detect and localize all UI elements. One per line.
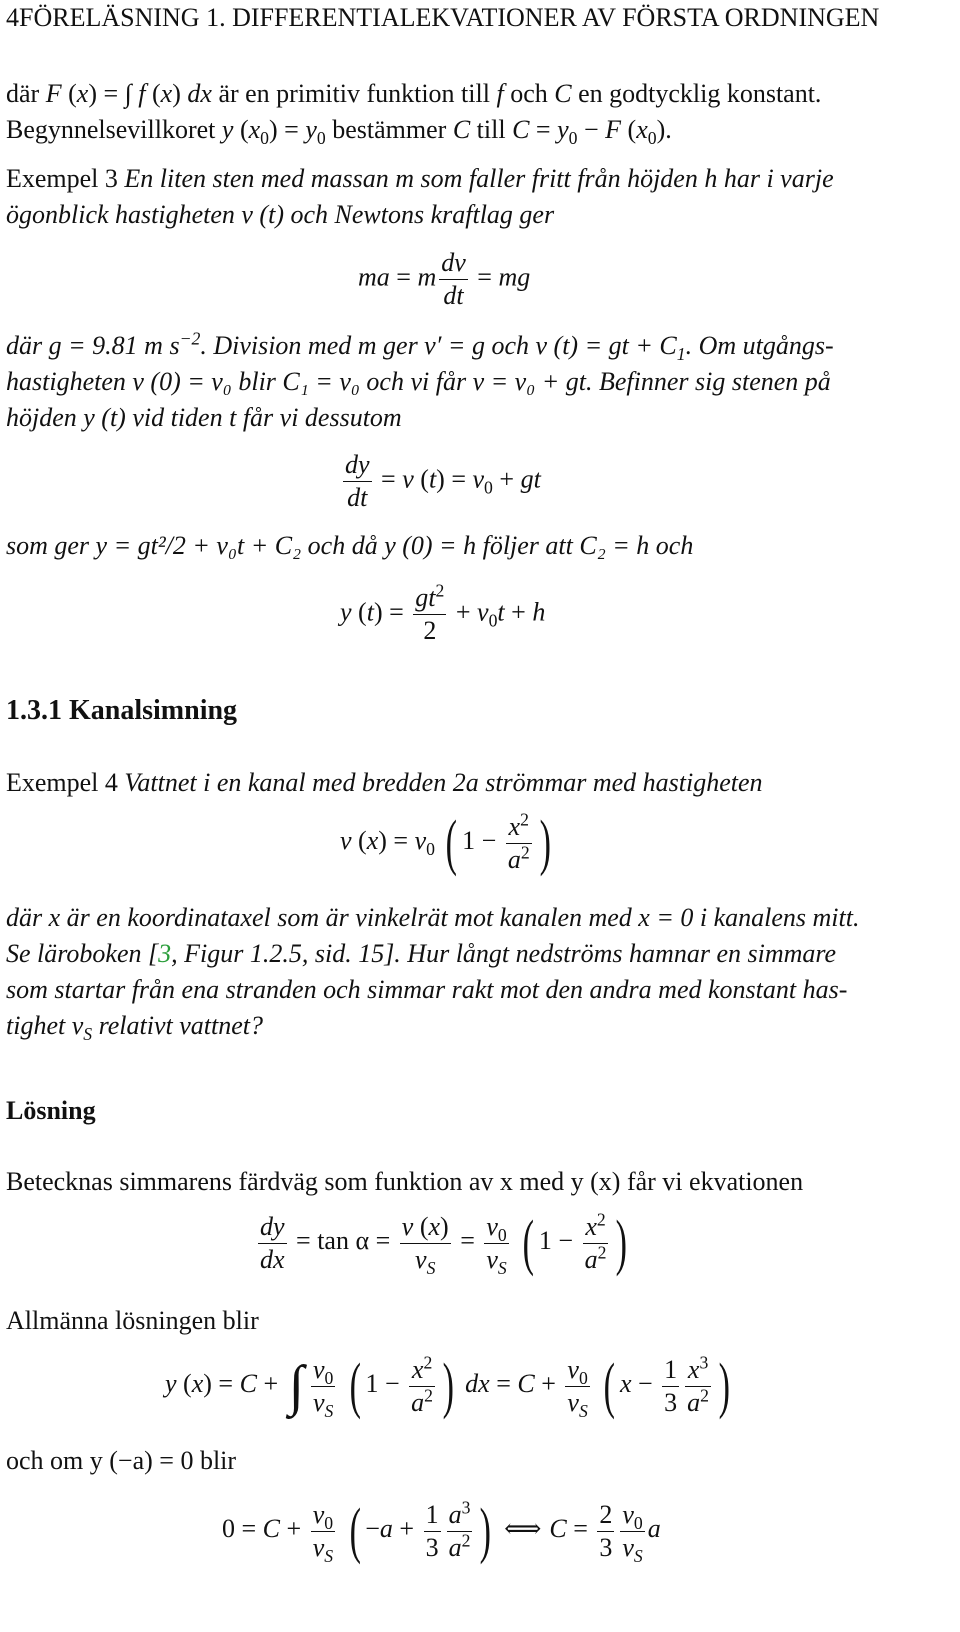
ex3-line-4: hastigheten v (0) = v₀ blir C₁ = v₀ och vi får v = v₀ + gt. Befinner sig stenen på: [6, 367, 831, 396]
equation-newton: ma = m $\frac{dv}{dt}$ = mg: [358, 248, 531, 310]
equation-yt: y (t) = $\frac{gt^2}{2}$ + $v_0t + h$: [340, 580, 546, 645]
ex4-line-3: Se läroboken [3, Figur 1.2.5, sid. 15]. Hur långt nedströms hamnar en simmare: [6, 939, 837, 968]
ex4-label: Exempel 4: [6, 768, 118, 797]
equation-constant: 0 = C + $\frac{v_0}{v_S}$ ( −a + $\frac{1}{3}$ $\frac{a^3}{a^2}$ ) ⟺ C = $\frac{2}{3}$ $\frac{v_0}{v_S}$ a: [222, 1496, 661, 1566]
section-heading: 1.3.1 Kanalsimning: [6, 695, 238, 726]
intro-line-2: Begynnelsevillkoret y $(x_0) = y_0$ bestämmer C till $C = y_0 - F$ $(x_0)$.: [6, 115, 672, 149]
citation-link[interactable]: 3: [158, 939, 172, 968]
intro-line-1: där F (x) = ∫ f (x) dx är en primitiv funktion till f och C en godtycklig konstant.: [6, 79, 822, 108]
losning-line-2: Allmänna lösningen blir: [6, 1306, 259, 1335]
ex4-line-4: som startar från ena stranden och simmar rakt mot den andra med konstant has-: [6, 975, 848, 1004]
ex3-label: Exempel 3: [6, 164, 118, 193]
ex3-line-5: höjden y (t) vid tiden t får vi dessutom: [6, 403, 402, 432]
page-header: 4FÖRELÄSNING 1. DIFFERENTIALEKVATIONER AV FÖRSTA ORDNINGEN: [6, 3, 880, 32]
ex4-line-5: tighet $v_S$ relativt vattnet?: [6, 1011, 263, 1045]
ex3-line-3: där g = 9.81 m $s^{-2}$. Division med m ger v′ = g och v (t) = gt + $C_1$. Om utgångs-: [6, 328, 834, 365]
equation-vx: v $(x) = v_0$ ( 1 − $\frac{x^2}{a^2}$ ): [340, 808, 551, 877]
ex4-line-2: där x är en koordinataxel som är vinkelrät mot kanalen med x = 0 i kanalens mitt.: [6, 903, 860, 932]
losning-line-3: och om y (−a) = 0 blir: [6, 1446, 237, 1475]
equation-general-solution: y (x) = C + ∫ $\frac{v_0}{v_S}$ ( 1 − $\frac{x^2}{a^2}$ ) dx = C + $\frac{v_0}{v_S}$ ( x − $\frac{1}{3}$ $\frac{x^3}{a^2}$ ): [165, 1351, 731, 1421]
ex3-line-1: Exempel 3 En liten sten med massan m som faller fritt från höjden h har i varje: [6, 164, 834, 193]
losning-heading: Lösning: [6, 1096, 96, 1125]
ex3-line-6: som ger y = gt²/2 + v₀t + C₂ och då y (0) = h följer att C₂ = h och: [6, 531, 694, 560]
losning-line-1: Betecknas simmarens färdväg som funktion av x med y (x) får vi ekvationen: [6, 1167, 804, 1196]
equation-dydt: $\frac{dy}{dt}$ = v $(t) = v_0$ + gt: [345, 450, 541, 512]
equation-dydx: $\frac{dy}{dx}$ = tan α = $\frac{v (x)}{v_S}$ = $\frac{v_0}{v_S}$ ( 1 − $\frac{x^2}{a^2}$ ): [260, 1208, 628, 1278]
ex3-line-2: ögonblick hastigheten v (t) och Newtons kraftlag ger: [6, 200, 555, 229]
ex4-line-1: Exempel 4 Vattnet i en kanal med bredden 2a strömmar med hastigheten: [6, 768, 763, 797]
